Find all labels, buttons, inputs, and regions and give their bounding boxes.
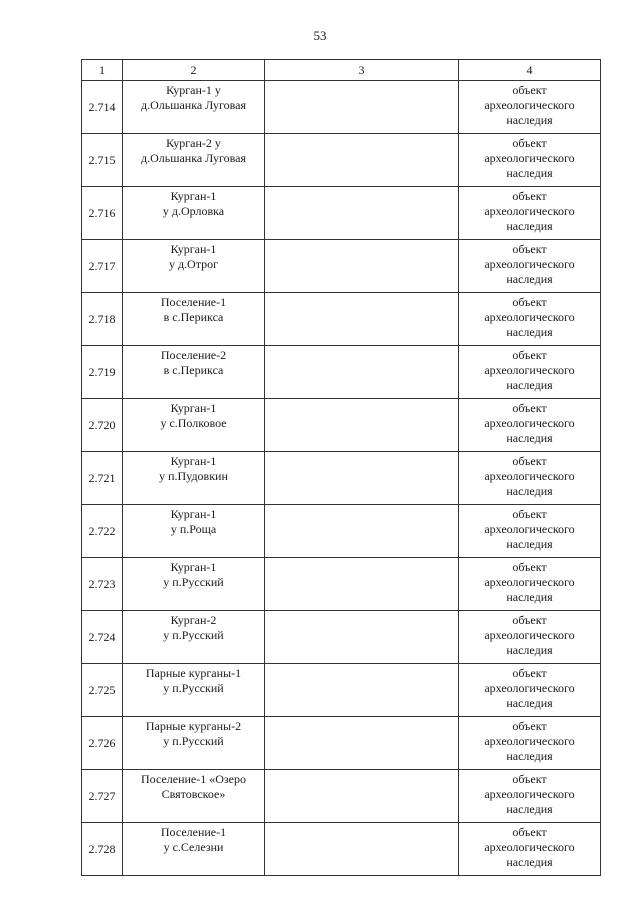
object-name-cell: [123, 452, 265, 505]
object-name-line: Курган-1 у: [166, 83, 221, 97]
object-name-cell: [123, 81, 265, 134]
header-cell-3: 3: [265, 60, 459, 81]
table-header-row: [82, 60, 601, 81]
object-name-cell: [123, 293, 265, 346]
object-category-line: объект: [512, 719, 547, 733]
row-number-cell: 2.722: [82, 505, 123, 558]
row-number-cell: 2.720: [82, 399, 123, 452]
object-name-line: у д.Орловка: [162, 204, 225, 218]
table-row: [82, 134, 601, 187]
object-name-line: Курган-2 у: [166, 136, 221, 150]
table-row: [82, 505, 601, 558]
object-name-cell: [123, 505, 265, 558]
object-category-line: археологического: [484, 98, 575, 112]
object-category-line: археологического: [484, 310, 575, 324]
object-name-line: Поселение-1: [160, 295, 227, 309]
object-name-line: Курган-1: [170, 189, 217, 203]
object-name-line: Курган-2: [170, 613, 217, 627]
table-row: [82, 452, 601, 505]
object-category-cell: [459, 611, 601, 664]
object-category-line: наследия: [506, 855, 553, 869]
object-category-cell: [459, 558, 601, 611]
row-number-cell: 2.717: [82, 240, 123, 293]
empty-cell-col3: [265, 187, 459, 240]
object-category-line: археологического: [484, 469, 575, 483]
page-number: 53: [313, 28, 327, 43]
empty-cell-col3: [265, 558, 459, 611]
empty-cell-col3: [265, 346, 459, 399]
object-name-cell: [123, 664, 265, 717]
object-name-line: Святовское»: [161, 787, 226, 801]
object-name-cell: [123, 240, 265, 293]
object-category-cell: [459, 187, 601, 240]
row-number-cell: 2.725: [82, 664, 123, 717]
empty-cell-col3: [265, 134, 459, 187]
object-category-line: наследия: [506, 590, 553, 604]
row-number-cell: 2.718: [82, 293, 123, 346]
header-cell-4: 4: [459, 60, 601, 81]
empty-cell-col3: [265, 717, 459, 770]
object-category-line: объект: [512, 772, 547, 786]
object-name-cell: [123, 611, 265, 664]
object-category-line: объект: [512, 666, 547, 680]
header-cell-2: 2: [123, 60, 265, 81]
object-name-cell: [123, 399, 265, 452]
object-category-line: археологического: [484, 575, 575, 589]
object-name-line: у п.Пудовкин: [159, 469, 228, 483]
object-category-line: археологического: [484, 363, 575, 377]
object-name-line: у д.Отрог: [168, 257, 219, 271]
table-row: [82, 770, 601, 823]
row-number-cell: 2.728: [82, 823, 123, 876]
object-category-cell: [459, 664, 601, 717]
object-category-cell: [459, 240, 601, 293]
heritage-objects-table: [81, 59, 601, 876]
object-category-line: объект: [512, 295, 547, 309]
object-category-line: объект: [512, 242, 547, 256]
row-number-cell: 2.724: [82, 611, 123, 664]
object-name-line: в с.Перикса: [163, 310, 224, 324]
object-name-cell: [123, 717, 265, 770]
object-name-line: у п.Роща: [170, 522, 217, 536]
object-category-line: объект: [512, 83, 547, 97]
object-category-cell: [459, 346, 601, 399]
table-row: [82, 346, 601, 399]
object-category-line: археологического: [484, 681, 575, 695]
object-name-line: Поселение-1 «Озеро: [141, 772, 246, 786]
table-row: [82, 293, 601, 346]
table-row: [82, 717, 601, 770]
object-category-cell: [459, 717, 601, 770]
empty-cell-col3: [265, 240, 459, 293]
empty-cell-col3: [265, 611, 459, 664]
table-row: [82, 187, 601, 240]
object-name-line: у п.Русский: [163, 681, 224, 695]
object-name-line: Курган-1: [170, 401, 217, 415]
object-category-cell: [459, 452, 601, 505]
object-category-line: археологического: [484, 416, 575, 430]
object-category-line: наследия: [506, 219, 553, 233]
object-category-line: археологического: [484, 204, 575, 218]
object-category-line: наследия: [506, 749, 553, 763]
row-number-cell: 2.721: [82, 452, 123, 505]
object-category-line: археологического: [484, 840, 575, 854]
object-category-line: наследия: [506, 643, 553, 657]
object-category-line: археологического: [484, 628, 575, 642]
object-category-line: наследия: [506, 484, 553, 498]
object-name-cell: [123, 187, 265, 240]
object-category-cell: [459, 134, 601, 187]
object-category-line: наследия: [506, 431, 553, 445]
object-category-line: наследия: [506, 325, 553, 339]
object-category-line: археологического: [484, 522, 575, 536]
object-category-line: объект: [512, 507, 547, 521]
row-number-cell: 2.723: [82, 558, 123, 611]
empty-cell-col3: [265, 770, 459, 823]
object-category-line: объект: [512, 136, 547, 150]
empty-cell-col3: [265, 505, 459, 558]
object-category-line: объект: [512, 401, 547, 415]
object-name-line: у с.Селезни: [163, 840, 224, 854]
object-name-line: Курган-1: [170, 242, 217, 256]
object-category-line: наследия: [506, 696, 553, 710]
object-name-line: д.Ольшанка Луговая: [140, 98, 246, 112]
object-name-line: у с.Полковое: [160, 416, 227, 430]
empty-cell-col3: [265, 664, 459, 717]
object-name-cell: [123, 823, 265, 876]
empty-cell-col3: [265, 399, 459, 452]
object-category-line: наследия: [506, 378, 553, 392]
object-category-line: наследия: [506, 113, 553, 127]
object-category-line: наследия: [506, 272, 553, 286]
object-name-cell: [123, 134, 265, 187]
object-category-line: объект: [512, 348, 547, 362]
object-name-line: Парные курганы-1: [145, 666, 242, 680]
object-category-cell: [459, 81, 601, 134]
empty-cell-col3: [265, 823, 459, 876]
object-name-cell: [123, 346, 265, 399]
object-category-cell: [459, 293, 601, 346]
object-name-line: д.Ольшанка Луговая: [140, 151, 246, 165]
object-name-line: у п.Русский: [163, 734, 224, 748]
row-number-cell: 2.726: [82, 717, 123, 770]
header-cell-1: 1: [82, 60, 123, 81]
object-category-cell: [459, 505, 601, 558]
object-name-line: Поселение-1: [160, 825, 227, 839]
object-name-line: у п.Русский: [163, 575, 224, 589]
table-row: [82, 399, 601, 452]
empty-cell-col3: [265, 293, 459, 346]
object-category-line: археологического: [484, 151, 575, 165]
table-row: [82, 611, 601, 664]
row-number-cell: 2.716: [82, 187, 123, 240]
object-name-cell: [123, 770, 265, 823]
object-name-line: Курган-1: [170, 507, 217, 521]
object-category-cell: [459, 823, 601, 876]
object-name-cell: [123, 558, 265, 611]
object-category-line: объект: [512, 454, 547, 468]
object-category-cell: [459, 399, 601, 452]
object-category-line: археологического: [484, 257, 575, 271]
table-row: [82, 823, 601, 876]
row-number-cell: 2.714: [82, 81, 123, 134]
object-category-line: объект: [512, 613, 547, 627]
object-category-line: археологического: [484, 734, 575, 748]
row-number-cell: 2.715: [82, 134, 123, 187]
object-name-line: Поселение-2: [160, 348, 227, 362]
object-category-line: наследия: [506, 802, 553, 816]
object-category-line: археологического: [484, 787, 575, 801]
table-row: [82, 240, 601, 293]
table-row: [82, 558, 601, 611]
object-category-line: объект: [512, 825, 547, 839]
table-row: [82, 81, 601, 134]
object-category-line: наследия: [506, 537, 553, 551]
empty-cell-col3: [265, 81, 459, 134]
object-category-cell: [459, 770, 601, 823]
object-category-line: объект: [512, 189, 547, 203]
object-category-line: наследия: [506, 166, 553, 180]
object-name-line: у п.Русский: [163, 628, 224, 642]
object-name-line: Курган-1: [170, 560, 217, 574]
object-category-line: объект: [512, 560, 547, 574]
row-number-cell: 2.719: [82, 346, 123, 399]
empty-cell-col3: [265, 452, 459, 505]
object-name-line: Курган-1: [170, 454, 217, 468]
object-name-line: в с.Перикса: [163, 363, 224, 377]
table-row: [82, 664, 601, 717]
row-number-cell: 2.727: [82, 770, 123, 823]
object-name-line: Парные курганы-2: [145, 719, 242, 733]
table-body: [82, 60, 601, 876]
